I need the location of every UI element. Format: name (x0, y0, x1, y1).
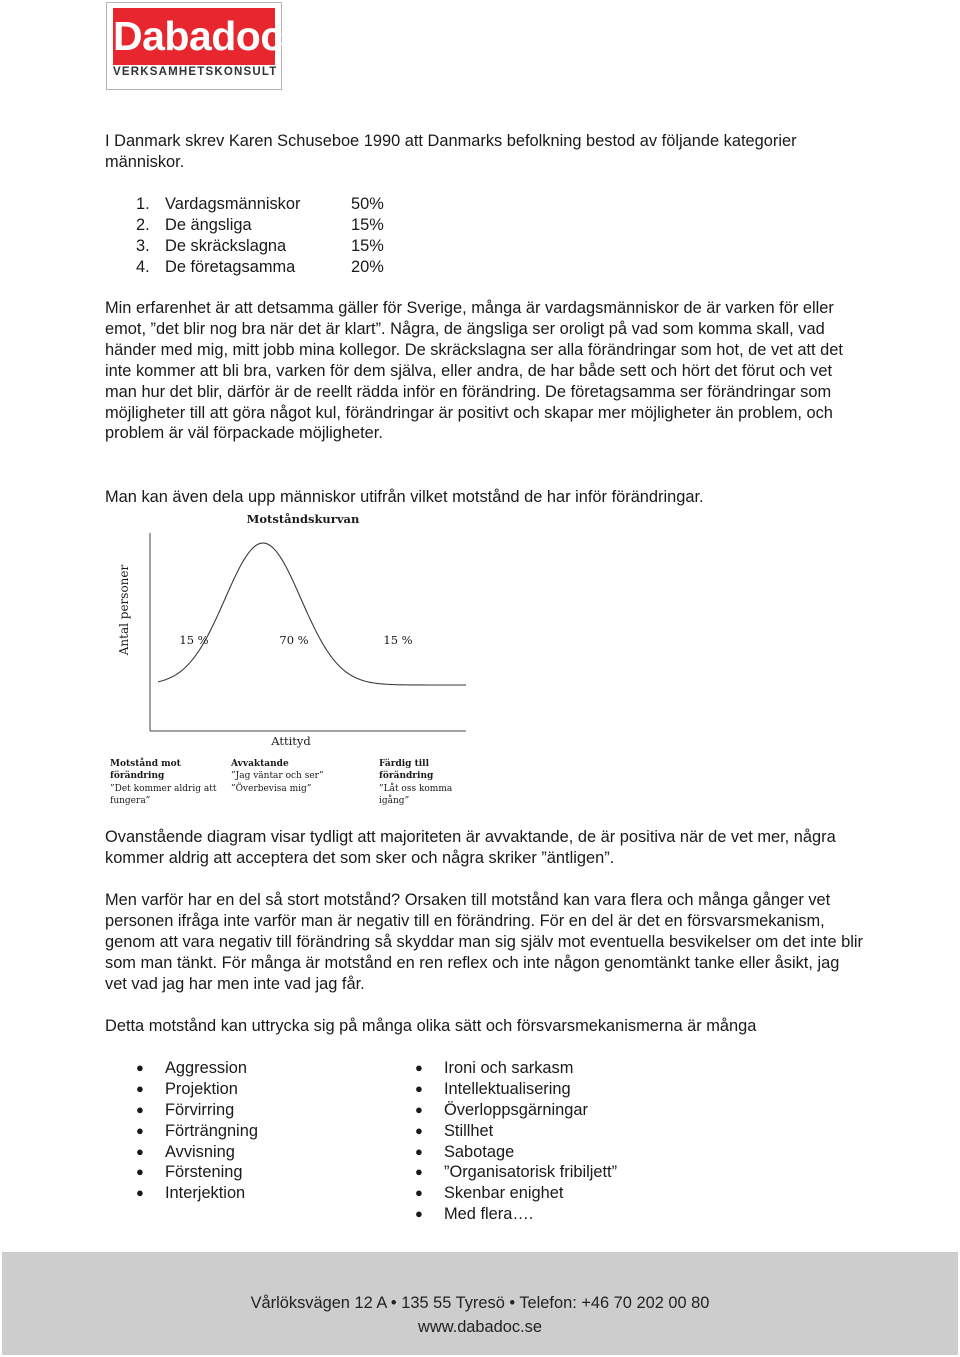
list-item-text: Projektion (165, 1079, 238, 1098)
category-quote: fungera” (110, 796, 151, 806)
list-item (136, 1079, 258, 1100)
list-item-text: Ironi och sarkasm (444, 1059, 574, 1077)
category-heading: förändring (379, 771, 434, 781)
company-logo (106, 2, 282, 90)
category-waiting (230, 759, 324, 794)
category-heading: förändring (110, 771, 165, 781)
x-axis-label: Attityd (271, 734, 311, 748)
segment-label-middle: 70 % (279, 633, 309, 647)
category-quote: ”Låt oss komma (379, 784, 453, 794)
category-resistant (110, 757, 217, 806)
bullet-icon: ● (136, 1101, 144, 1117)
list-item-text: Skenbar enighet (444, 1184, 564, 1203)
list-item-text: Med flera…. (444, 1205, 534, 1224)
category-label: De ängsliga (165, 215, 252, 234)
logo-brand: Dabadoc (113, 8, 275, 65)
list-item (415, 1204, 617, 1225)
category-quote: ”Jag väntar och ser” (231, 771, 324, 781)
list-item-text: Interjektion (165, 1184, 246, 1203)
category-heading: Färdig till (379, 759, 430, 769)
category-label: De skräckslagna (165, 236, 287, 255)
category-quote: igång” (379, 796, 410, 806)
intro-paragraph: I Danmark skrev Karen Schuseboe 1990 att Danmarks befolkning bestod av följande kategorier människor. (105, 132, 797, 171)
why-paragraph: Men varför har en del så stort motstånd? Orsaken till motstånd kan vara flera och många gånger vet personen ifråga inte varför man är negativ till en förändring. För en del är det en försvarsmekanism, genom att vara negativ till förändring så skyddar man sig själv mot eventuella besvikelser om det inte blir som man tänkt. För många är motstånd en ren reflex och inte någon genomtänkt tanke eller åsikt, jag vet vad jag har men inte vad jag får. (105, 891, 863, 993)
list-item (415, 1183, 617, 1204)
category-percent: 50% (351, 195, 384, 213)
bullet-icon: ● (415, 1060, 423, 1075)
footer-address: Vårlöksvägen 12 A • 135 55 Tyresö • Telefon: +46 70 202 00 80 (250, 1294, 710, 1312)
mechanisms-list-left (136, 1058, 258, 1204)
resistance-curve-chart (100, 505, 480, 815)
bullet-icon: ● (415, 1164, 423, 1180)
diagram-comment: Ovanstående diagram visar tydligt att majoriteten är avvaktande, de är positiva när de vet mer, några kommer aldrig att acceptera det som sker och några skriker ”äntligen”. (105, 828, 836, 867)
list-item-text: Intellektualisering (444, 1079, 571, 1098)
category-number: 4. (136, 257, 150, 276)
list-item-text: Förvirring (165, 1100, 235, 1119)
experience-paragraph: Min erfarenhet är att detsamma gäller för Sverige, många är vardagsmänniskor de är varken för eller emot, ”det blir nog bra när det är klart”. Några, de ängsliga ser oroligt på vad som komma skall, vad händer med mig, mitt jobb mina kollegor. De skräckslagna ser alla förändringar som hot, de vet att det inte kommer att bli bra, varken för dem själva, eller andra, de har både sett och hört det förut och vet man hur det blir, därför är de reellt rädda inför en förändring. De företagsamma ser förändringar som möjligheter till att göra något kul, förändringar är positivt och skapar mer möjligheter än problem, och problem är väl förpackade möjligheter. (105, 299, 843, 443)
bullet-icon: ● (415, 1101, 423, 1117)
bullet-icon: ● (136, 1080, 144, 1096)
list-item-text: Stillhet (444, 1121, 494, 1140)
list-item (415, 1142, 617, 1163)
logo-tagline: VERKSAMHETSKONSULT (113, 66, 278, 78)
bullet-icon: ● (415, 1122, 423, 1138)
list-item-text: Förträngning (165, 1121, 258, 1140)
category-item (136, 194, 384, 215)
category-label: Vardagsmänniskor (165, 195, 301, 213)
list-item (136, 1100, 258, 1121)
list-item (415, 1162, 617, 1183)
list-item (136, 1183, 258, 1204)
list-item (136, 1142, 258, 1163)
list-item-text: Aggression (165, 1059, 248, 1077)
y-axis-label: Antal personer (117, 564, 131, 656)
bullet-icon: ● (415, 1185, 423, 1201)
resistance-intro: Man kan även dela upp människor utifrån vilket motstånd de har inför förändringar. (105, 488, 704, 506)
category-item (136, 257, 384, 278)
mechanisms-intro: Detta motstånd kan uttrycka sig på många olika sätt och försvarsmekanismerna är många (105, 1017, 757, 1035)
category-quote: ”Överbevisa mig” (231, 784, 312, 794)
page-footer (2, 1252, 958, 1355)
bullet-icon: ● (136, 1164, 144, 1180)
mechanisms-list-right (415, 1058, 617, 1225)
list-item-text: Avvisning (165, 1142, 235, 1161)
bell-curve-line (158, 543, 466, 685)
category-quote: ”Det kommer aldrig att (110, 784, 217, 794)
category-item (136, 236, 384, 257)
bullet-icon: ● (415, 1080, 423, 1096)
list-item-text: ”Organisatorisk fribiljett” (444, 1163, 618, 1182)
category-number: 1. (136, 195, 150, 213)
footer-website[interactable]: www.dabadoc.se (418, 1318, 542, 1336)
category-heading: Motstånd mot (110, 759, 181, 769)
category-heading: Avvaktande (231, 759, 289, 769)
list-item (136, 1162, 258, 1183)
list-item (136, 1058, 258, 1079)
category-percent: 15% (351, 215, 384, 234)
bullet-icon: ● (136, 1143, 144, 1159)
bullet-icon: ● (136, 1185, 144, 1201)
list-item (415, 1058, 617, 1079)
list-item (136, 1121, 258, 1142)
bullet-icon: ● (415, 1206, 423, 1222)
category-percent: 15% (351, 236, 384, 255)
chart-title: Motståndskurvan (246, 512, 360, 526)
list-item-text: Sabotage (444, 1142, 515, 1161)
category-item (136, 215, 384, 236)
segment-label-right: 15 % (383, 633, 413, 647)
category-list (136, 194, 384, 278)
bullet-icon: ● (415, 1143, 423, 1159)
category-label: De företagsamma (165, 257, 296, 276)
bullet-icon: ● (136, 1122, 144, 1138)
list-item (415, 1079, 617, 1100)
list-item-text: Överloppsgärningar (444, 1100, 588, 1119)
list-item (415, 1100, 617, 1121)
list-item-text: Förstening (165, 1163, 243, 1182)
segment-label-left: 15 % (179, 633, 209, 647)
category-number: 3. (136, 236, 150, 255)
category-ready (379, 758, 453, 806)
bullet-icon: ● (136, 1060, 144, 1075)
category-percent: 20% (351, 257, 384, 276)
category-number: 2. (136, 215, 150, 234)
list-item (415, 1121, 617, 1142)
